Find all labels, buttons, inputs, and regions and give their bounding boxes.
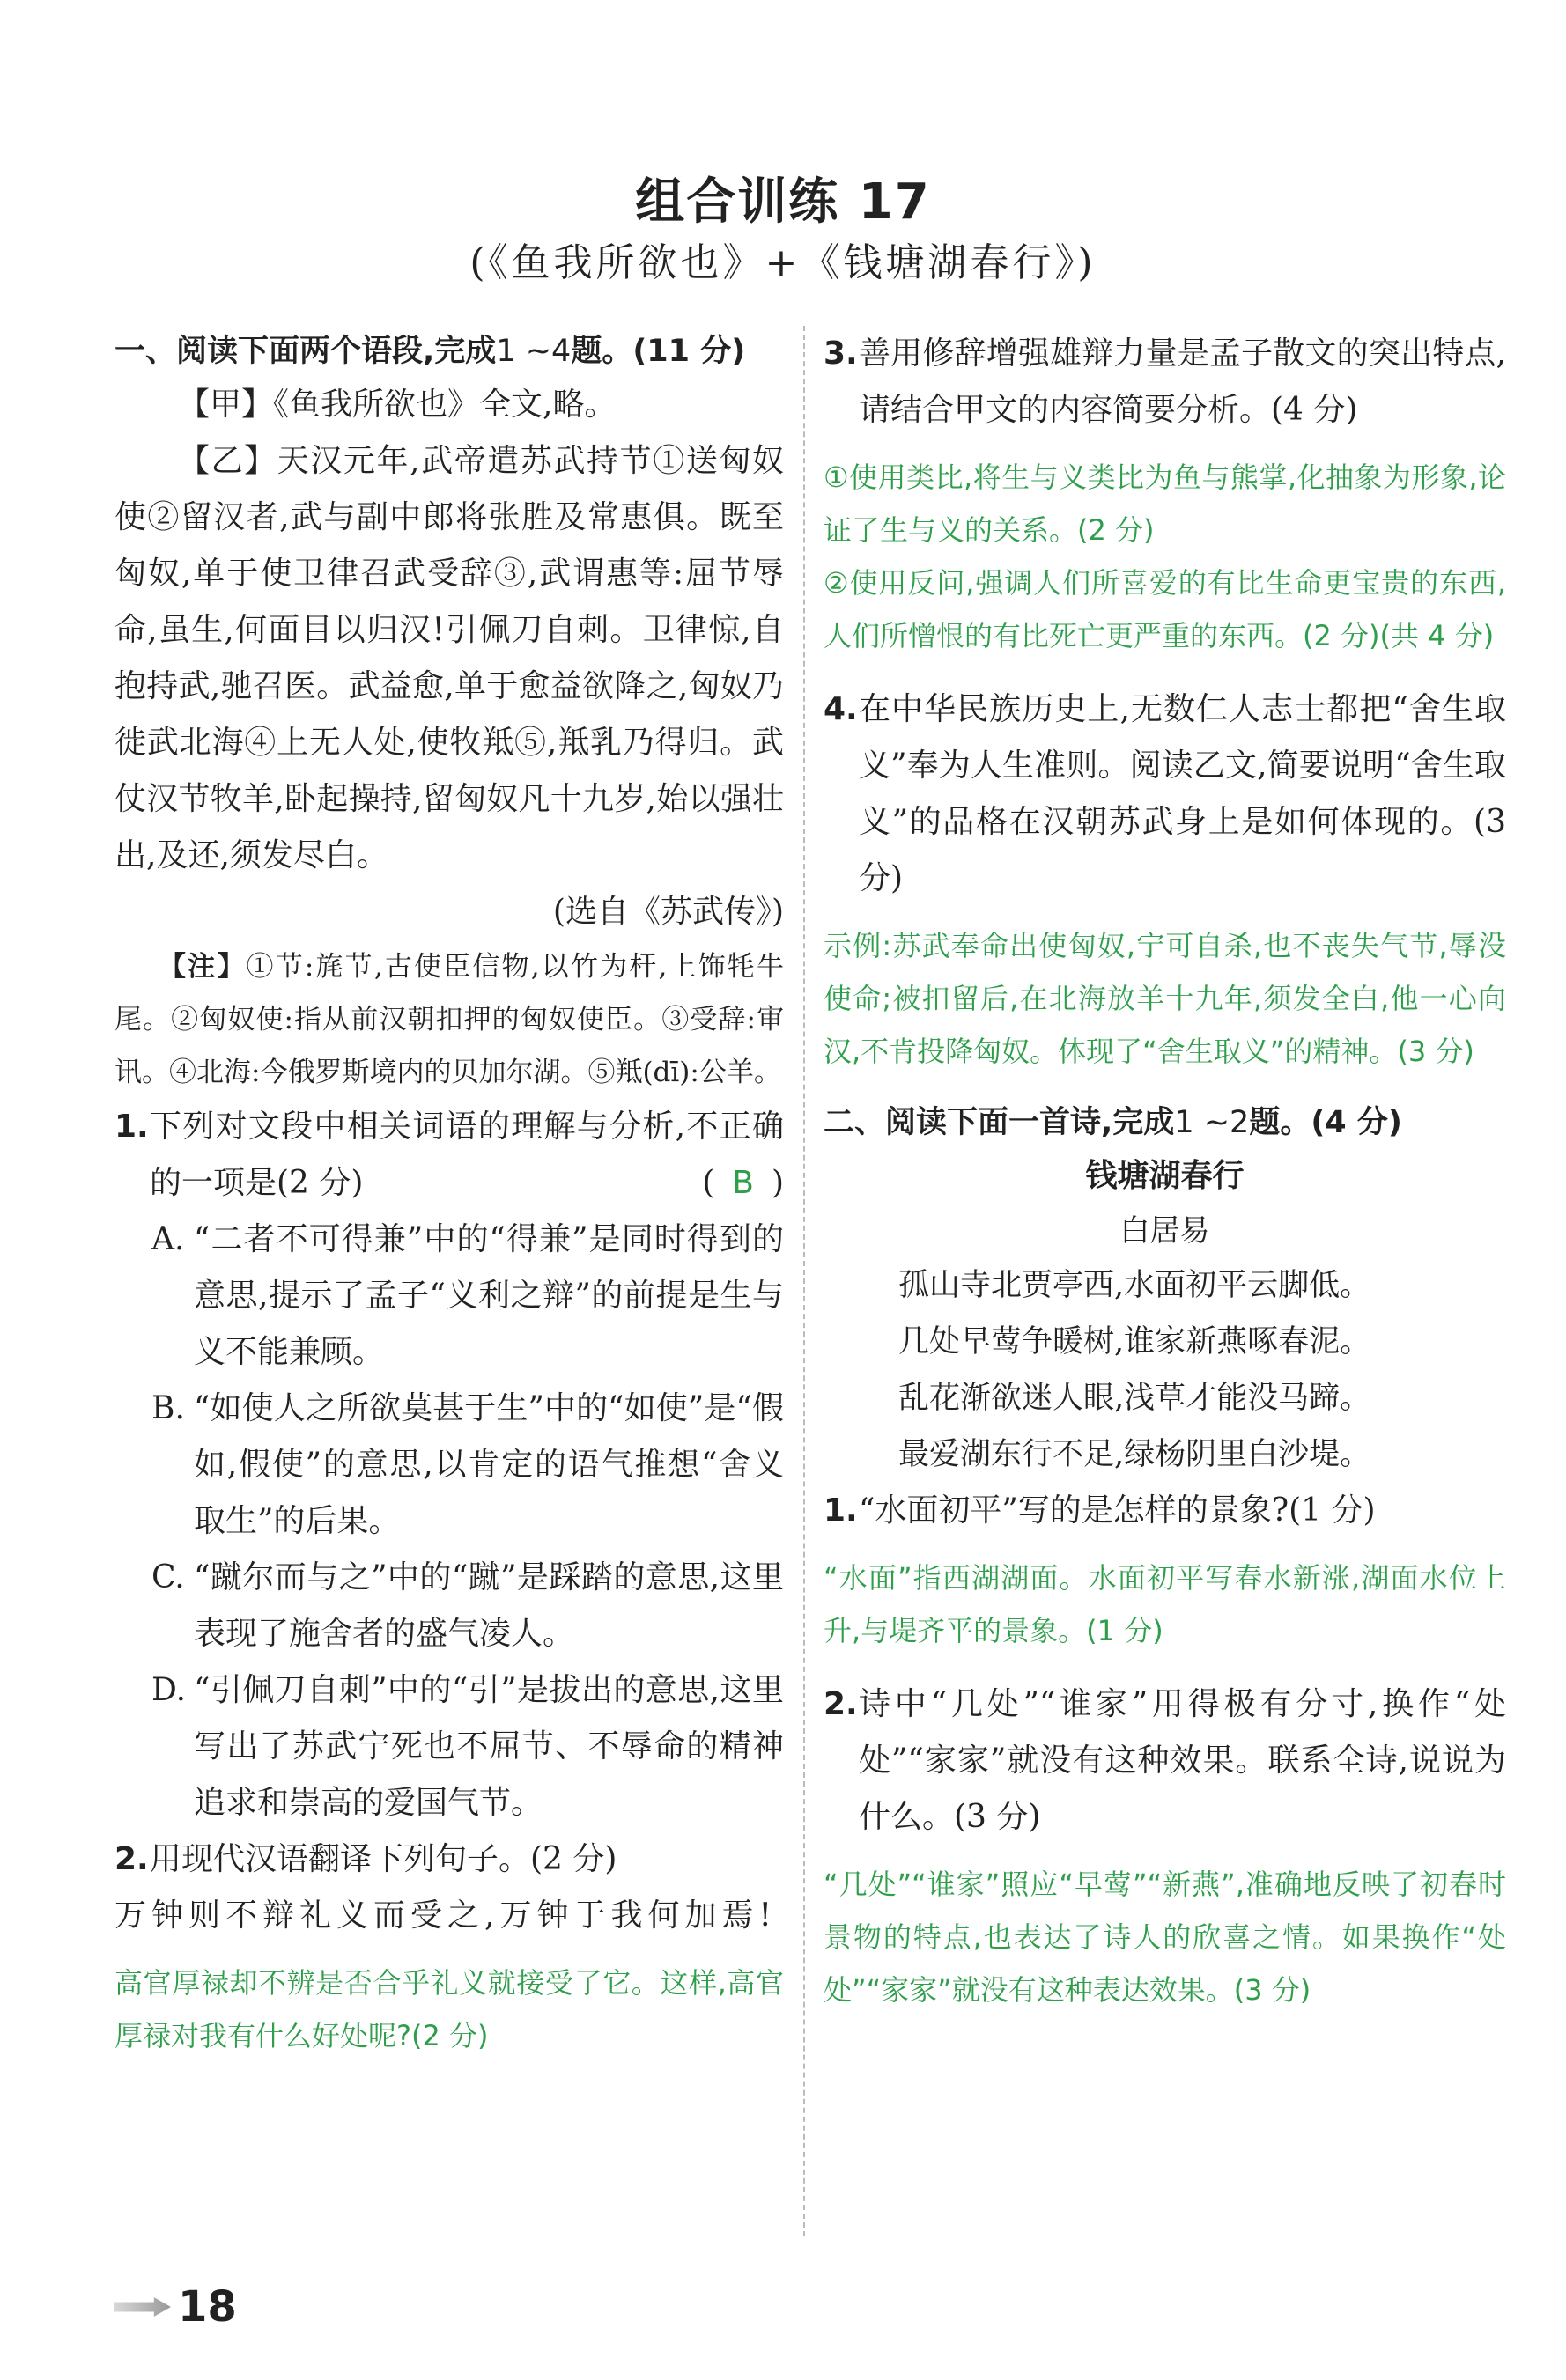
column-divider [803, 326, 805, 2236]
question-1-stem: 下列对文段中相关词语的理解与分析,不正确的一项是(2 分) [150, 1109, 784, 1201]
poem-line: 几处早莺争暖树,谁家新燕啄春泥。 [898, 1324, 1371, 1359]
question-4: 4. 在中华民族历史上,无数仁人志士都把“舍生取义”奉为人生准则。阅读乙文,简要说明“舍生取义”的品格在汉朝苏武身上是如何体现的。(3 分) [824, 682, 1506, 907]
question-2: 2. 用现代汉语翻译下列句子。(2 分) [114, 1831, 784, 1888]
question-3-stem: 善用修辞增强雄辩力量是孟子散文的突出特点,请结合甲文的内容简要分析。(4 分) [859, 335, 1506, 428]
option-d: D. “引佩刀自刺”中的“引”是拔出的意思,这里写出了苏武宁死也不屈节、不辱命的精神追求和崇高的爱国气节。 [151, 1672, 784, 1821]
question-1: 1. 下列对文段中相关词语的理解与分析,不正确的一项是(2 分) ( B ) [114, 1099, 784, 1212]
passage-notes: 【注】①节:旄节,古使臣信物,以竹为杆,上饰牦牛尾。②匈奴使:指从前汉朝扣押的匈奴使臣。③受辞:审讯。④北海:今俄罗斯境内的贝加尔湖。⑤羝(dī):公羊。 [114, 951, 785, 1088]
passage-source: (选自《苏武传》) [552, 894, 784, 930]
question-4-answer: 示例:苏武奉命出使匈奴,宁可自杀,也不丧失气节,辱没使命;被扣留后,在北海放羊十九年,须发全白,他一心向汉,不肯投降匈奴。体现了“舍生取义”的精神。(3 分) [824, 929, 1506, 1068]
question-1-answer-box: ( B ) [702, 1165, 784, 1201]
option-a: A. “二者不可得兼”中的“得兼”是同时得到的意思,提示了孟子“义利之辩”的前提是生与义不能兼顾。 [151, 1221, 784, 1370]
question-4-stem: 在中华民族历史上,无数仁人志士都把“舍生取义”奉为人生准则。阅读乙文,简要说明“舍生取义”的品格在汉朝苏武身上是如何体现的。(3 分) [859, 691, 1506, 896]
question-1-answer: B [732, 1165, 754, 1201]
poem-question-1-stem: “水面初平”写的是怎样的景象?(1 分) [859, 1492, 1376, 1529]
passage-jia: 【甲】《鱼我所欲也》全文,略。 [178, 387, 617, 423]
poem-line: 乱花渐欲迷人眼,浅草才能没马蹄。 [898, 1381, 1371, 1416]
right-column [824, 326, 1506, 2016]
poem-author: 白居易 [1119, 1213, 1210, 1249]
poem-question-2-stem: 诗中“几处”“谁家”用得极有分寸,换作“处处”“家家”就没有这种效果。联系全诗,说说为什么。(3 分) [859, 1686, 1506, 1835]
question-2-answer: 高官厚禄却不辨是否合乎礼义就接受了它。这样,高官厚禄对我有什么好处呢?(2 分) [114, 1966, 784, 2052]
poem-question-2: 2. 诗中“几处”“谁家”用得极有分寸,换作“处处”“家家”就没有这种效果。联系全诗,说说为什么。(3 分) [824, 1676, 1506, 1846]
page-title: 组合训练 17 [635, 173, 931, 231]
option-b: B. “如使人之所欲莫甚于生”中的“如使”是“假如,假使”的意思,以肯定的语气推想“舍义取生”的后果。 [151, 1390, 784, 1539]
poem-question-1: 1. “水面初平”写的是怎样的景象?(1 分) [824, 1483, 1506, 1539]
poem-title: 钱塘湖春行 [1085, 1158, 1245, 1194]
option-c: C. “蹴尔而与之”中的“蹴”是踩踏的意思,这里表现了施舍者的盛气凌人。 [151, 1559, 784, 1652]
page-subtitle: (《鱼我所欲也》+《钱塘湖春行》) [469, 240, 1097, 285]
poem-line: 最爱湖东行不足,绿杨阴里白沙堤。 [898, 1437, 1371, 1472]
poem-line: 孤山寺北贾亭西,水面初平云脚低。 [898, 1268, 1371, 1303]
poem-question-2-answer: “几处”“谁家”照应“早莺”“新燕”,准确地反映了初春时景物的特点,也表达了诗人的欣喜之情。如果换作“处处”“家家”就没有这种表达效果。(3 分) [824, 1868, 1506, 2007]
arrow-right-icon [114, 2297, 171, 2317]
question-2-stem: 用现代汉语翻译下列句子。(2 分) [150, 1841, 617, 1877]
section-1-heading: 一、阅读下面两个语段,完成1 ~4题。(11 分) [114, 334, 746, 369]
page-number: 18 [114, 2282, 237, 2332]
passage-yi: 【乙】天汉元年,武帝遣苏武持节①送匈奴使②留汉者,武与副中郎将张胜及常惠俱。既至匈奴,单于使卫律召武受辞③,武谓惠等:屈节辱命,虽生,何面目以归汉!引佩刀自刺。卫律惊,自抱持武,驰召医。武益愈,单于愈益欲降之,匈奴乃徙武北海④上无人处,使牧羝⑤,羝乳乃得归。武仗汉节牧羊,卧起操持,留匈奴凡十九岁,始以强壮出,及还,须发尽白。 [114, 443, 784, 873]
question-2-sentence: 万钟则不辩礼义而受之,万钟于我何加焉! [114, 1897, 777, 1934]
question-3-answer: ①使用类比,将生与义类比为鱼与熊掌,化抽象为形象,论证了生与义的关系。(2 分) ②使用反问,强调人们所喜爱的有比生命更宝贵的东西,人们所憎恨的有比死亡更严重的东西。(2 分)(共 4 分) [824, 461, 1506, 652]
left-column [114, 326, 784, 2062]
poem-question-1-answer: “水面”指西湖湖面。水面初平写春水新涨,湖面水位上升,与堤齐平的景象。(1 分) [824, 1561, 1506, 1647]
section-2-heading: 二、阅读下面一首诗,完成1 ~2题。(4 分) [824, 1105, 1402, 1140]
question-3: 3. 善用修辞增强雄辩力量是孟子散文的突出特点,请结合甲文的内容简要分析。(4 分) [824, 326, 1506, 438]
